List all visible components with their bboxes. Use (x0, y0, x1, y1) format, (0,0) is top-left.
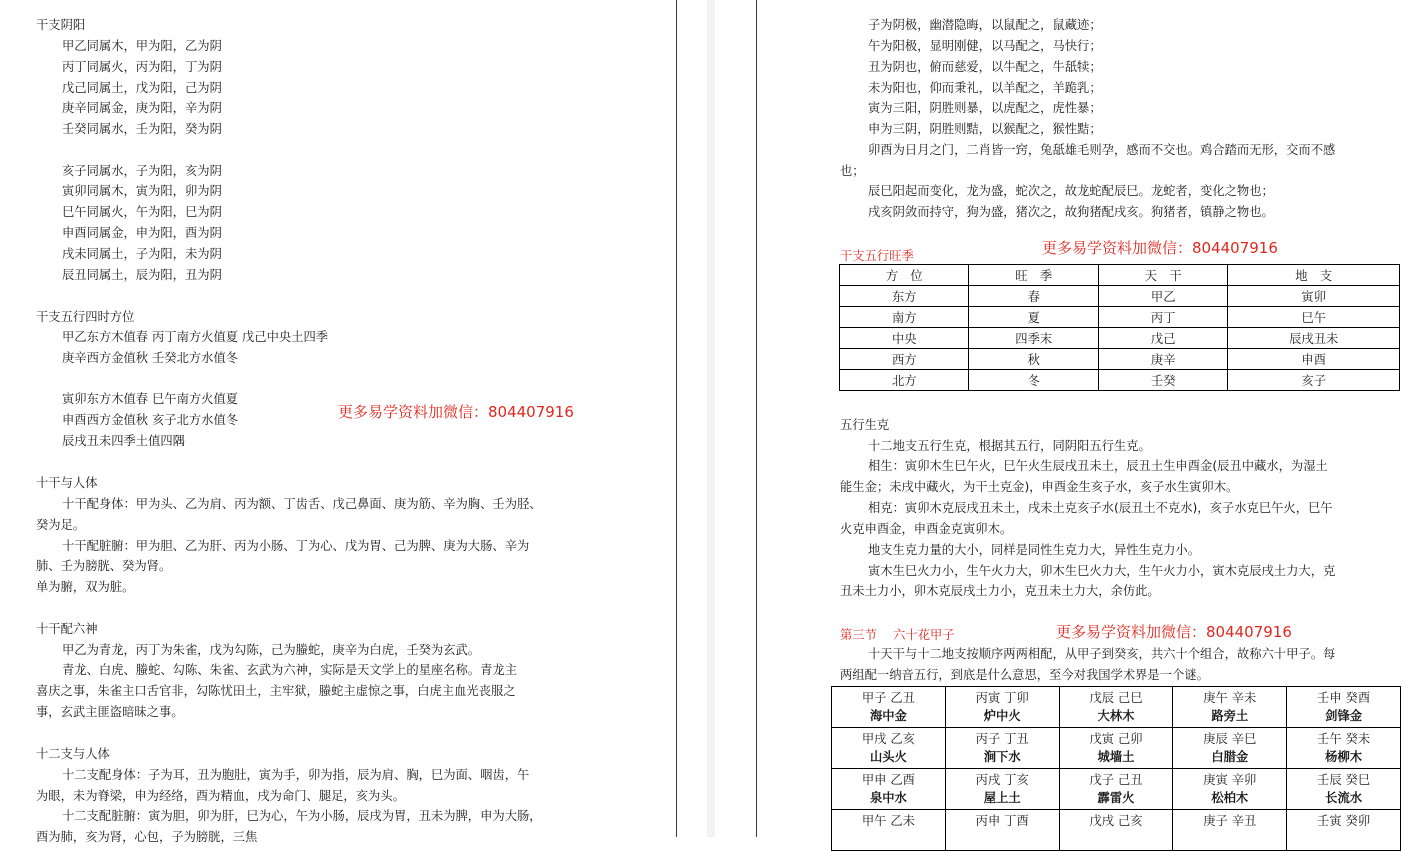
jiazi-table-cell (1059, 810, 1173, 851)
season-table-cell: 辰戌丑未 (1228, 328, 1400, 349)
jiazi-table-cell (1173, 728, 1287, 769)
text-line: 甲乙东方木值春 丙丁南方火值夏 戊己中央土四季 (62, 330, 329, 344)
ganzhi-pair: 庚子 辛丑 (1203, 814, 1257, 828)
jiazi-table-cell (1173, 810, 1287, 851)
jiazi-table-cell (945, 728, 1059, 769)
text-line: 丑为阴也，俯而慈爱，以牛配之，牛舐犊； (868, 60, 1102, 74)
text-line: 肺、壬为膀胱、癸为肾。 (36, 559, 172, 573)
season-table-cell: 申酉 (1228, 349, 1400, 370)
section-title-jiazi: 第三节 六十花甲子 (840, 628, 955, 642)
text-line: 庚辛西方金值秋 壬癸北方水值冬 (62, 351, 239, 365)
jiazi-table-cell (1059, 728, 1173, 769)
jiazi-table-row (832, 769, 1401, 810)
nayin-element: 城墙土 (1097, 750, 1135, 764)
season-table-header: 旺 季 (969, 265, 1098, 286)
jiazi-table-cell (945, 769, 1059, 810)
season-table-row (840, 349, 1400, 370)
jiazi-table (831, 686, 1401, 851)
nayin-element: 白腊金 (1211, 750, 1249, 764)
text-line: 申为三阴，阴胜则黠，以猴配之，猴性黠； (868, 122, 1102, 136)
season-table-cell: 冬 (969, 370, 1098, 391)
text-line: 癸为足。 (36, 518, 86, 532)
season-table-cell: 春 (969, 286, 1098, 307)
ganzhi-pair: 甲子 乙丑 (861, 691, 915, 705)
text-line: 十干与人体 (36, 476, 98, 490)
nayin-element: 大林木 (1097, 709, 1135, 723)
jiazi-table-cell (832, 810, 946, 851)
nayin-element: 路旁土 (1211, 709, 1249, 723)
nayin-element: 炉中火 (983, 709, 1021, 723)
text-line: 五行生克 (840, 418, 890, 432)
season-table-header: 方 位 (840, 265, 969, 286)
nayin-element: 杨柳木 (1325, 750, 1363, 764)
ganzhi-pair: 壬午 癸未 (1317, 732, 1371, 746)
nayin-element: 山头火 (869, 750, 907, 764)
text-line: 火克申酉金，申酉金克寅卯木。 (840, 522, 1013, 536)
nayin-element: 泉中水 (869, 791, 907, 805)
ganzhi-pair: 戊戌 己亥 (1089, 814, 1143, 828)
season-table-row (840, 328, 1400, 349)
text-line: 辰丑同属土，辰为阳，丑为阴 (62, 268, 222, 282)
ganzhi-pair: 丙申 丁酉 (975, 814, 1029, 828)
text-line: 寅卯同属木，寅为阳，卯为阴 (62, 184, 222, 198)
nayin-element: 海中金 (869, 709, 907, 723)
jiazi-table-cell (832, 687, 946, 728)
jiazi-table-cell (1059, 687, 1173, 728)
text-line: 十干配六神 (36, 622, 98, 636)
text-line: 戌未同属土，子为阳，未为阴 (62, 247, 222, 261)
text-line: 子为阴极，幽潜隐晦，以鼠配之，鼠藏迹； (868, 18, 1102, 32)
nayin-element: 屋上土 (983, 791, 1021, 805)
nayin-element: 松柏木 (1211, 791, 1249, 805)
text-line: 戊己同属土，戊为阳，己为阴 (62, 81, 222, 95)
text-line: 庚辛同属金，庚为阳，辛为阴 (62, 101, 222, 115)
text-line: 十二地支五行生克，根据其五行，同阴阳五行生克。 (868, 439, 1151, 453)
jiazi-table-cell (1287, 769, 1401, 810)
text-line: 十二支配脏腑：寅为胆，卯为肝，巳为心，午为小肠，辰戌为胃，丑未为脾，申为大肠， (62, 809, 542, 823)
season-table-cell: 巳午 (1228, 307, 1400, 328)
page-gap (677, 0, 757, 837)
text-line: 甲乙为青龙，丙丁为朱雀，戊为勾陈，己为螣蛇，庚辛为白虎，壬癸为玄武。 (62, 643, 481, 657)
text-line: 喜庆之事，朱雀主口舌官非，勾陈忧田土，主牢狱，螣蛇主虚惊之事，白虎主血光丧服之 (36, 684, 516, 698)
season-table-cell: 秋 (969, 349, 1098, 370)
ganzhi-pair: 庚辰 辛巳 (1203, 732, 1257, 746)
season-table-cell: 夏 (969, 307, 1098, 328)
text-line: 未为阳也，仰而秉礼，以羊配之，羊跪乳； (868, 81, 1102, 95)
season-table-header: 地 支 (1228, 265, 1400, 286)
jiazi-table-cell (832, 769, 946, 810)
season-table-cell: 壬癸 (1098, 370, 1227, 391)
text-line: 两组配一纳音五行，到底是什么意思，至今对我国学术界是一个谜。 (840, 668, 1209, 682)
text-line: 青龙、白虎、螣蛇、勾陈、朱雀、玄武为六神，实际是天文学上的星座名称。青龙主 (62, 663, 517, 677)
nayin-element (1173, 830, 1286, 848)
ad-text-right-1: 更多易学资料加微信：804407916 (1042, 239, 1278, 257)
text-line: 干支阴阳 (36, 18, 86, 32)
jiazi-table-cell (1173, 769, 1287, 810)
ganzhi-pair: 甲戌 乙亥 (861, 732, 915, 746)
ganzhi-pair: 壬申 癸酉 (1317, 691, 1371, 705)
season-table-header: 天 干 (1098, 265, 1227, 286)
ganzhi-pair: 丙戌 丁亥 (975, 773, 1029, 787)
text-line: 相克：寅卯木克辰戌丑未土，戌未土克亥子水(辰丑土不克水)，亥子水克巳午火，巳午 (868, 501, 1333, 515)
ad-text-right-2: 更多易学资料加微信：804407916 (1056, 623, 1292, 641)
jiazi-table-cell (945, 687, 1059, 728)
text-line: 申酉同属金，申为阳，酉为阴 (62, 226, 222, 240)
ganzhi-pair: 甲午 乙未 (861, 814, 915, 828)
text-line: 寅木生巳火力小，生午火力大，卯木生巳火力大，生午火力小，寅木克辰戌土力大，克 (868, 564, 1336, 578)
ganzhi-pair: 壬寅 癸卯 (1317, 814, 1371, 828)
text-line: 辰巳阳起而变化，龙为盛，蛇次之，故龙蛇配辰巳。龙蛇者，变化之物也； (868, 184, 1274, 198)
nayin-element (1060, 830, 1173, 848)
text-line: 十二支与人体 (36, 747, 110, 761)
jiazi-table-row (832, 687, 1401, 728)
text-line: 申酉西方金值秋 亥子北方水值冬 (62, 413, 239, 427)
text-line: 干支五行四时方位 (36, 310, 135, 324)
season-table-row (840, 370, 1400, 391)
text-line: 午为阳极，显明刚健，以马配之，马快行； (868, 39, 1102, 53)
season-table-cell: 戊己 (1098, 328, 1227, 349)
nayin-element: 长流水 (1325, 791, 1363, 805)
season-table-row (840, 307, 1400, 328)
jiazi-table-cell (1287, 728, 1401, 769)
ganzhi-pair: 庚午 辛未 (1203, 691, 1257, 705)
text-line: 亥子同属水，子为阳，亥为阴 (62, 164, 222, 178)
nayin-element: 剑锋金 (1325, 709, 1363, 723)
season-table-cell: 西方 (840, 349, 969, 370)
page-gap-strip (707, 0, 715, 837)
jiazi-table-cell (945, 810, 1059, 851)
jiazi-table-cell (1287, 810, 1401, 851)
season-table-cell: 丙丁 (1098, 307, 1227, 328)
jiazi-table-row (832, 810, 1401, 851)
jiazi-table-row (832, 728, 1401, 769)
nayin-element (946, 830, 1059, 848)
ganzhi-pair: 戊辰 己巳 (1089, 691, 1143, 705)
text-line: 酉为肺，亥为肾，心包，子为膀胱，三焦 (36, 830, 258, 844)
text-line: 单为腑，双为脏。 (36, 580, 135, 594)
text-line: 事，玄武主匪盗暗昧之事。 (36, 705, 184, 719)
text-line: 相生：寅卯木生巳午火，巳午火生辰戌丑未土，辰丑土生申酉金(辰丑中藏水，为湿土 (868, 459, 1328, 473)
text-line: 十干配身体：甲为头、乙为肩、丙为额、丁齿舌、戊己鼻面、庚为筋、辛为胸、壬为胫、 (62, 497, 542, 511)
season-table-cell: 庚辛 (1098, 349, 1227, 370)
season-table-cell: 寅卯 (1228, 286, 1400, 307)
ganzhi-pair: 戊子 己丑 (1089, 773, 1143, 787)
jiazi-table-cell (832, 728, 946, 769)
text-line: 为眼，未为脊梁，申为经络，酉为精血，戌为命门、腿足，亥为头。 (36, 789, 405, 803)
text-line: 辰戌丑未四季土值四隅 (62, 434, 185, 448)
text-line: 寅为三阳，阴胜则暴，以虎配之，虎性暴； (868, 101, 1102, 115)
text-line: 丙丁同属火，丙为阳，丁为阴 (62, 60, 222, 74)
text-line: 十天干与十二地支按顺序两两相配，从甲子到癸亥，共六十个组合，故称六十甲子。每 (868, 647, 1336, 661)
season-table (839, 264, 1400, 391)
season-table-cell: 北方 (840, 370, 969, 391)
text-line: 十干配脏腑：甲为胆、乙为肝、丙为小肠、丁为心、戊为胃、己为脾、庚为大肠、辛为 (62, 539, 530, 553)
nayin-element: 霹雷火 (1097, 791, 1135, 805)
text-line: 也； (840, 164, 865, 178)
season-table-cell: 亥子 (1228, 370, 1400, 391)
ganzhi-pair: 丙寅 丁卯 (975, 691, 1029, 705)
ganzhi-pair: 甲申 乙酉 (861, 773, 915, 787)
nayin-element (1287, 830, 1400, 848)
season-table-cell: 南方 (840, 307, 969, 328)
text-line: 甲乙同属木，甲为阳，乙为阴 (62, 39, 222, 53)
text-line: 戌亥阴敛而持守，狗为盛，猪次之，故狗猪配戌亥。狗猪者，镇静之物也。 (868, 205, 1274, 219)
text-line: 丑未土力小，卯木克辰戌土力小，克丑未土力大，余仿此。 (840, 584, 1160, 598)
text-line: 卯酉为日月之门，二肖皆一窍，兔舐雄毛则孕，感而不交也。鸡合踏而无形，交而不感 (868, 143, 1336, 157)
season-table-cell: 四季末 (969, 328, 1098, 349)
text-line: 壬癸同属水，壬为阳，癸为阴 (62, 122, 222, 136)
text-line: 巳午同属火，午为阳，巳为阴 (62, 205, 222, 219)
ganzhi-pair: 壬辰 癸巳 (1317, 773, 1371, 787)
season-table-cell: 甲乙 (1098, 286, 1227, 307)
nayin-element (832, 830, 945, 848)
jiazi-table-cell (1059, 769, 1173, 810)
nayin-element: 涧下水 (983, 750, 1021, 764)
text-line: 寅卯东方木值春 巳午南方火值夏 (62, 392, 239, 406)
text-line: 能生金；未戌中藏火，为干土克金)，申酉金生亥子水，亥子水生寅卯木。 (840, 480, 1239, 494)
jiazi-table-cell (1173, 687, 1287, 728)
section-title-wangji: 干支五行旺季 (840, 249, 914, 263)
text-line: 十二支配身体：子为耳，丑为胞肚，寅为手，卯为指，辰为肩、胸，巳为面、咽齿，午 (62, 768, 530, 782)
ganzhi-pair: 庚寅 辛卯 (1203, 773, 1257, 787)
ganzhi-pair: 戊寅 己卯 (1089, 732, 1143, 746)
text-line: 地支生克力量的大小，同样是同性生克力大，异性生克力小。 (868, 543, 1201, 557)
season-table-row (840, 286, 1400, 307)
season-table-header-row (840, 265, 1400, 286)
season-table-cell: 东方 (840, 286, 969, 307)
jiazi-table-cell (1287, 687, 1401, 728)
ad-text-left: 更多易学资料加微信：804407916 (338, 403, 574, 421)
season-table-cell: 中央 (840, 328, 969, 349)
ganzhi-pair: 丙子 丁丑 (975, 732, 1029, 746)
